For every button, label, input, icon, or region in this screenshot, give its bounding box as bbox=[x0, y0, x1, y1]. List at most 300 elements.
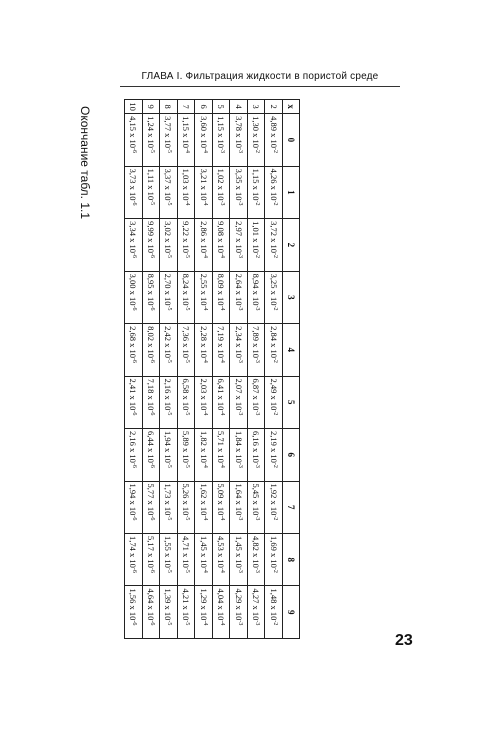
value-cell bbox=[125, 586, 143, 639]
value-cell bbox=[142, 586, 160, 639]
value-cell bbox=[265, 166, 283, 218]
value-cell bbox=[212, 534, 230, 586]
exponent: -2 bbox=[271, 148, 278, 153]
exponent: -5 bbox=[166, 462, 173, 468]
mantissa: 4,21 x 10 bbox=[181, 588, 191, 621]
exponent: -6 bbox=[131, 305, 138, 311]
value-cell bbox=[230, 586, 248, 639]
value-cell bbox=[195, 481, 213, 533]
mantissa: 4,26 x 10 bbox=[268, 168, 279, 201]
value-cell bbox=[247, 114, 265, 166]
exponent: -4 bbox=[219, 252, 226, 258]
exponent: -3 bbox=[254, 620, 261, 626]
exponent: -5 bbox=[184, 252, 190, 258]
mantissa: 2,41 x 10 bbox=[128, 378, 139, 411]
exponent: -4 bbox=[219, 357, 226, 363]
exponent: -3 bbox=[236, 252, 243, 258]
value-cell bbox=[160, 534, 178, 586]
mantissa: 2,68 x 10 bbox=[128, 326, 139, 358]
exponent: -3 bbox=[254, 357, 261, 363]
mantissa: 5,09 x 10 bbox=[216, 483, 227, 516]
value-cell bbox=[212, 166, 230, 218]
exponent: -3 bbox=[236, 200, 243, 206]
exponent: -5 bbox=[166, 620, 173, 626]
exponent: -2 bbox=[271, 462, 278, 468]
mantissa: 2,07 x 10 bbox=[233, 378, 244, 411]
mantissa: 1,82 x 10 bbox=[198, 431, 209, 463]
value-cell bbox=[177, 429, 195, 481]
exponent: -3 bbox=[236, 620, 243, 626]
exponent: -2 bbox=[271, 567, 278, 573]
mantissa: 3,02 x 10 bbox=[163, 221, 174, 253]
exponent: -6 bbox=[131, 357, 138, 363]
mantissa: 6,58 x 10 bbox=[181, 378, 191, 411]
exponent: -5 bbox=[166, 357, 173, 363]
table-row bbox=[230, 100, 248, 639]
exponent: -5 bbox=[166, 410, 173, 416]
exponent: -6 bbox=[131, 410, 138, 416]
column-header: 8 bbox=[283, 534, 300, 586]
value-cell bbox=[195, 429, 213, 481]
row-index-cell: 5 bbox=[212, 100, 230, 114]
exponent: -4 bbox=[219, 462, 226, 468]
value-cell bbox=[177, 324, 195, 376]
mantissa: 1,55 x 10 bbox=[163, 536, 174, 568]
mantissa: 3,35 x 10 bbox=[233, 168, 244, 201]
mantissa: 1,45 x 10 bbox=[233, 536, 244, 568]
mantissa: 3,25 x 10 bbox=[268, 273, 279, 306]
mantissa: 1,11 x 10 bbox=[145, 168, 156, 201]
mantissa: 5,17 x 10 bbox=[145, 536, 156, 568]
mantissa: 3,78 x 10 bbox=[233, 116, 244, 148]
exponent: -2 bbox=[254, 252, 261, 258]
value-cell bbox=[212, 324, 230, 376]
exponent: -3 bbox=[236, 462, 243, 468]
table-row bbox=[195, 100, 213, 639]
column-header: 4 bbox=[283, 324, 300, 376]
row-index-cell: 9 bbox=[142, 100, 160, 114]
table-row bbox=[177, 100, 195, 639]
column-header: 0 bbox=[283, 114, 300, 166]
value-cell bbox=[265, 271, 283, 323]
mantissa: 6,44 x 10 bbox=[145, 431, 156, 463]
exponent: -3 bbox=[236, 305, 243, 311]
row-index-cell: 3 bbox=[247, 100, 265, 114]
exponent: -5 bbox=[184, 567, 190, 573]
exponent: -4 bbox=[184, 200, 190, 206]
value-cell bbox=[265, 481, 283, 533]
exponent: -6 bbox=[148, 515, 155, 521]
exponent: -6 bbox=[148, 305, 155, 311]
mantissa: 8,94 x 10 bbox=[251, 273, 262, 306]
data-table bbox=[124, 99, 300, 639]
exponent: -4 bbox=[201, 148, 208, 153]
mantissa: 2,70 x 10 bbox=[163, 273, 174, 306]
value-cell bbox=[177, 534, 195, 586]
mantissa: 1,74 x 10 bbox=[128, 536, 139, 568]
value-cell bbox=[230, 114, 248, 166]
exponent: -6 bbox=[148, 567, 155, 573]
rotated-table-frame bbox=[124, 99, 300, 639]
value-cell bbox=[177, 166, 195, 218]
value-cell bbox=[212, 376, 230, 428]
value-cell bbox=[125, 429, 143, 481]
mantissa: 3,37 x 10 bbox=[163, 168, 174, 201]
column-header: 1 bbox=[283, 166, 300, 218]
exponent: -3 bbox=[254, 305, 261, 311]
mantissa: 9,08 x 10 bbox=[216, 221, 227, 253]
exponent: -3 bbox=[236, 567, 243, 573]
exponent: -5 bbox=[184, 620, 190, 626]
exponent: -5 bbox=[184, 357, 190, 363]
value-cell bbox=[230, 219, 248, 271]
value-cell bbox=[125, 376, 143, 428]
mantissa: 4,64 x 10 bbox=[145, 588, 156, 621]
mantissa: 1,56 x 10 bbox=[128, 588, 139, 621]
mantissa: 1,69 x 10 bbox=[268, 536, 279, 568]
mantissa: 6,16 x 10 bbox=[251, 431, 262, 463]
column-header: 7 bbox=[283, 481, 300, 533]
value-cell bbox=[142, 376, 160, 428]
value-cell bbox=[230, 271, 248, 323]
mantissa: 1,84 x 10 bbox=[233, 431, 244, 463]
exponent: -2 bbox=[271, 200, 278, 206]
value-cell bbox=[160, 271, 178, 323]
mantissa: 2,97 x 10 bbox=[233, 221, 244, 253]
exponent: -4 bbox=[219, 515, 226, 521]
exponent: -5 bbox=[184, 410, 190, 416]
mantissa: 1,01 x 10 bbox=[251, 221, 262, 253]
mantissa: 5,77 x 10 bbox=[145, 483, 156, 516]
table-container bbox=[124, 99, 300, 639]
mantissa: 4,27 x 10 bbox=[251, 588, 262, 621]
exponent: -5 bbox=[166, 567, 173, 573]
exponent: -6 bbox=[131, 462, 138, 468]
value-cell bbox=[247, 166, 265, 218]
value-cell bbox=[195, 166, 213, 218]
exponent: -5 bbox=[166, 515, 173, 521]
exponent: -5 bbox=[148, 200, 155, 206]
value-cell bbox=[125, 219, 143, 271]
value-cell bbox=[125, 324, 143, 376]
value-cell bbox=[212, 114, 230, 166]
mantissa: 4,53 x 10 bbox=[216, 536, 227, 568]
table-row bbox=[160, 100, 178, 639]
column-header: 9 bbox=[283, 586, 300, 639]
value-cell bbox=[125, 534, 143, 586]
value-cell bbox=[160, 324, 178, 376]
value-cell bbox=[230, 429, 248, 481]
exponent: -6 bbox=[148, 252, 155, 258]
value-cell bbox=[265, 586, 283, 639]
exponent: -3 bbox=[254, 410, 261, 416]
exponent: -5 bbox=[184, 462, 190, 468]
mantissa: 1,92 x 10 bbox=[268, 483, 279, 516]
mantissa: 2,34 x 10 bbox=[233, 326, 244, 358]
exponent: -4 bbox=[219, 620, 226, 626]
exponent: -3 bbox=[236, 410, 243, 416]
exponent: -6 bbox=[148, 357, 155, 363]
mantissa: 1,15 x 10 bbox=[216, 116, 227, 148]
exponent: -6 bbox=[131, 148, 138, 153]
value-cell bbox=[195, 534, 213, 586]
mantissa: 8,95 x 10 bbox=[145, 273, 156, 306]
value-cell bbox=[177, 481, 195, 533]
value-cell bbox=[160, 481, 178, 533]
exponent: -3 bbox=[236, 148, 243, 153]
exponent: -4 bbox=[201, 515, 208, 521]
mantissa: 3,34 x 10 bbox=[128, 221, 139, 253]
exponent: -2 bbox=[271, 252, 278, 258]
exponent: -6 bbox=[148, 462, 155, 468]
exponent: -3 bbox=[219, 148, 226, 153]
mantissa: 2,16 x 10 bbox=[128, 431, 139, 463]
table-row bbox=[125, 100, 143, 639]
mantissa: 2,55 x 10 bbox=[198, 273, 209, 306]
exponent: -2 bbox=[271, 357, 278, 363]
exponent: -2 bbox=[271, 410, 278, 416]
exponent: -2 bbox=[271, 305, 278, 311]
exponent: -5 bbox=[166, 148, 173, 153]
value-cell bbox=[195, 219, 213, 271]
value-cell bbox=[247, 376, 265, 428]
value-cell bbox=[142, 219, 160, 271]
mantissa: 3,00 x 10 bbox=[128, 273, 139, 306]
exponent: -6 bbox=[131, 515, 138, 521]
value-cell bbox=[177, 114, 195, 166]
value-cell bbox=[125, 166, 143, 218]
exponent: -4 bbox=[201, 620, 208, 626]
value-cell bbox=[142, 534, 160, 586]
value-cell bbox=[160, 219, 178, 271]
mantissa: 4,89 x 10 bbox=[268, 116, 279, 148]
exponent: -6 bbox=[131, 200, 138, 206]
mantissa: 2,19 x 10 bbox=[268, 431, 279, 463]
value-cell bbox=[177, 271, 195, 323]
mantissa: 1,48 x 10 bbox=[268, 588, 279, 621]
value-cell bbox=[247, 586, 265, 639]
exponent: -2 bbox=[254, 148, 261, 153]
value-cell bbox=[142, 271, 160, 323]
table-row bbox=[265, 100, 283, 639]
table-row bbox=[142, 100, 160, 639]
value-cell bbox=[142, 324, 160, 376]
exponent: -4 bbox=[184, 148, 190, 153]
exponent: -4 bbox=[201, 410, 208, 416]
value-cell bbox=[265, 376, 283, 428]
exponent: -5 bbox=[166, 305, 173, 311]
column-header: x bbox=[283, 100, 300, 114]
row-index-cell: 4 bbox=[230, 100, 248, 114]
row-index-cell: 2 bbox=[265, 100, 283, 114]
exponent: -5 bbox=[148, 148, 155, 153]
value-cell bbox=[125, 481, 143, 533]
value-cell bbox=[265, 429, 283, 481]
exponent: -5 bbox=[166, 200, 173, 206]
value-cell bbox=[142, 429, 160, 481]
table-caption: Окончание табл. 1.1 bbox=[78, 106, 92, 220]
value-cell bbox=[247, 324, 265, 376]
value-cell bbox=[160, 114, 178, 166]
value-cell bbox=[265, 219, 283, 271]
mantissa: 1,94 x 10 bbox=[163, 431, 174, 463]
value-cell bbox=[265, 324, 283, 376]
exponent: -4 bbox=[201, 305, 208, 311]
mantissa: 1,02 x 10 bbox=[216, 168, 227, 201]
mantissa: 1,30 x 10 bbox=[251, 116, 262, 148]
exponent: -3 bbox=[254, 462, 261, 468]
mantissa: 2,03 x 10 bbox=[198, 378, 209, 411]
exponent: -6 bbox=[131, 620, 138, 626]
mantissa: 4,29 x 10 bbox=[233, 588, 244, 621]
mantissa: 4,04 x 10 bbox=[216, 588, 227, 621]
mantissa: 2,64 x 10 bbox=[233, 273, 244, 306]
mantissa: 5,71 x 10 bbox=[216, 431, 227, 463]
value-cell bbox=[212, 271, 230, 323]
mantissa: 1,39 x 10 bbox=[163, 588, 174, 621]
mantissa: 3,60 x 10 bbox=[198, 116, 209, 148]
exponent: -4 bbox=[219, 567, 226, 573]
value-cell bbox=[195, 271, 213, 323]
table-header-row bbox=[283, 100, 300, 639]
mantissa: 8,09 x 10 bbox=[216, 273, 227, 306]
value-cell bbox=[230, 376, 248, 428]
value-cell bbox=[177, 376, 195, 428]
exponent: -6 bbox=[148, 620, 155, 626]
mantissa: 1,29 x 10 bbox=[198, 588, 209, 621]
mantissa: 5,89 x 10 bbox=[181, 431, 191, 463]
value-cell bbox=[230, 481, 248, 533]
exponent: -5 bbox=[184, 515, 190, 521]
value-cell bbox=[212, 429, 230, 481]
exponent: -3 bbox=[236, 515, 243, 521]
mantissa: 2,84 x 10 bbox=[268, 326, 279, 358]
exponent: -3 bbox=[236, 357, 243, 363]
mantissa: 7,19 x 10 bbox=[216, 326, 227, 358]
exponent: -5 bbox=[184, 305, 190, 311]
row-index-cell: 7 bbox=[177, 100, 195, 114]
value-cell bbox=[247, 481, 265, 533]
value-cell bbox=[247, 271, 265, 323]
mantissa: 3,72 x 10 bbox=[268, 221, 279, 253]
column-header: 6 bbox=[283, 429, 300, 481]
mantissa: 4,15 x 10 bbox=[128, 116, 139, 148]
column-header: 3 bbox=[283, 271, 300, 323]
mantissa: 3,77 x 10 bbox=[163, 116, 174, 148]
exponent: -2 bbox=[254, 200, 261, 206]
exponent: -3 bbox=[254, 515, 261, 521]
row-index-cell: 6 bbox=[195, 100, 213, 114]
value-cell bbox=[160, 376, 178, 428]
mantissa: 1,62 x 10 bbox=[198, 483, 209, 516]
value-cell bbox=[195, 586, 213, 639]
exponent: -2 bbox=[271, 620, 278, 626]
value-cell bbox=[212, 481, 230, 533]
value-cell bbox=[247, 219, 265, 271]
mantissa: 5,26 x 10 bbox=[181, 483, 191, 516]
exponent: -4 bbox=[201, 567, 208, 573]
row-index-cell: 10 bbox=[125, 100, 143, 114]
mantissa: 8,24 x 10 bbox=[181, 273, 191, 306]
mantissa: 1,73 x 10 bbox=[163, 483, 174, 516]
exponent: -4 bbox=[201, 252, 208, 258]
value-cell bbox=[160, 586, 178, 639]
exponent: -3 bbox=[254, 567, 261, 573]
mantissa: 9,99 x 10 bbox=[145, 221, 156, 253]
mantissa: 8,02 x 10 bbox=[145, 326, 156, 358]
mantissa: 7,36 x 10 bbox=[181, 326, 191, 358]
value-cell bbox=[142, 481, 160, 533]
mantissa: 6,41 x 10 bbox=[216, 378, 227, 411]
value-cell bbox=[247, 429, 265, 481]
value-cell bbox=[195, 376, 213, 428]
mantissa: 2,86 x 10 bbox=[198, 221, 209, 253]
mantissa: 3,73 x 10 bbox=[128, 168, 139, 201]
exponent: -5 bbox=[166, 252, 173, 258]
value-cell bbox=[125, 271, 143, 323]
value-cell bbox=[125, 114, 143, 166]
mantissa: 1,15 x 10 bbox=[181, 116, 191, 148]
column-header: 5 bbox=[283, 376, 300, 428]
mantissa: 2,42 x 10 bbox=[163, 326, 174, 358]
value-cell bbox=[212, 219, 230, 271]
exponent: -2 bbox=[271, 515, 278, 521]
mantissa: 6,87 x 10 bbox=[251, 378, 262, 411]
exponent: -6 bbox=[148, 410, 155, 416]
mantissa: 7,89 x 10 bbox=[251, 326, 262, 358]
exponent: -4 bbox=[201, 357, 208, 363]
mantissa: 2,16 x 10 bbox=[163, 378, 174, 411]
value-cell bbox=[142, 114, 160, 166]
mantissa: 7,18 x 10 bbox=[145, 378, 156, 411]
mantissa: 1,24 x 10 bbox=[145, 116, 156, 148]
value-cell bbox=[195, 114, 213, 166]
exponent: -4 bbox=[201, 462, 208, 468]
value-cell bbox=[230, 324, 248, 376]
mantissa: 1,15 x 10 bbox=[251, 168, 262, 201]
mantissa: 1,94 x 10 bbox=[128, 483, 139, 516]
mantissa: 1,45 x 10 bbox=[198, 536, 209, 568]
value-cell bbox=[212, 586, 230, 639]
exponent: -4 bbox=[219, 410, 226, 416]
exponent: -6 bbox=[131, 567, 138, 573]
mantissa: 9,22 x 10 bbox=[181, 221, 191, 253]
value-cell bbox=[160, 166, 178, 218]
exponent: -4 bbox=[201, 200, 208, 206]
mantissa: 5,45 x 10 bbox=[251, 483, 262, 516]
value-cell bbox=[160, 429, 178, 481]
mantissa: 2,28 x 10 bbox=[198, 326, 209, 358]
value-cell bbox=[177, 586, 195, 639]
running-head: ГЛАВА I. Фильтрация жидкости в пористой среде bbox=[120, 68, 400, 87]
value-cell bbox=[265, 534, 283, 586]
value-cell bbox=[247, 534, 265, 586]
mantissa: 2,49 x 10 bbox=[268, 378, 279, 411]
column-header: 2 bbox=[283, 219, 300, 271]
mantissa: 1,03 x 10 bbox=[181, 168, 191, 201]
table-row bbox=[247, 100, 265, 639]
mantissa: 3,21 x 10 bbox=[198, 168, 209, 201]
value-cell bbox=[142, 166, 160, 218]
exponent: -3 bbox=[219, 200, 226, 206]
value-cell bbox=[195, 324, 213, 376]
value-cell bbox=[230, 166, 248, 218]
value-cell bbox=[230, 534, 248, 586]
value-cell bbox=[177, 219, 195, 271]
row-index-cell: 8 bbox=[160, 100, 178, 114]
exponent: -6 bbox=[131, 252, 138, 258]
value-cell bbox=[265, 114, 283, 166]
